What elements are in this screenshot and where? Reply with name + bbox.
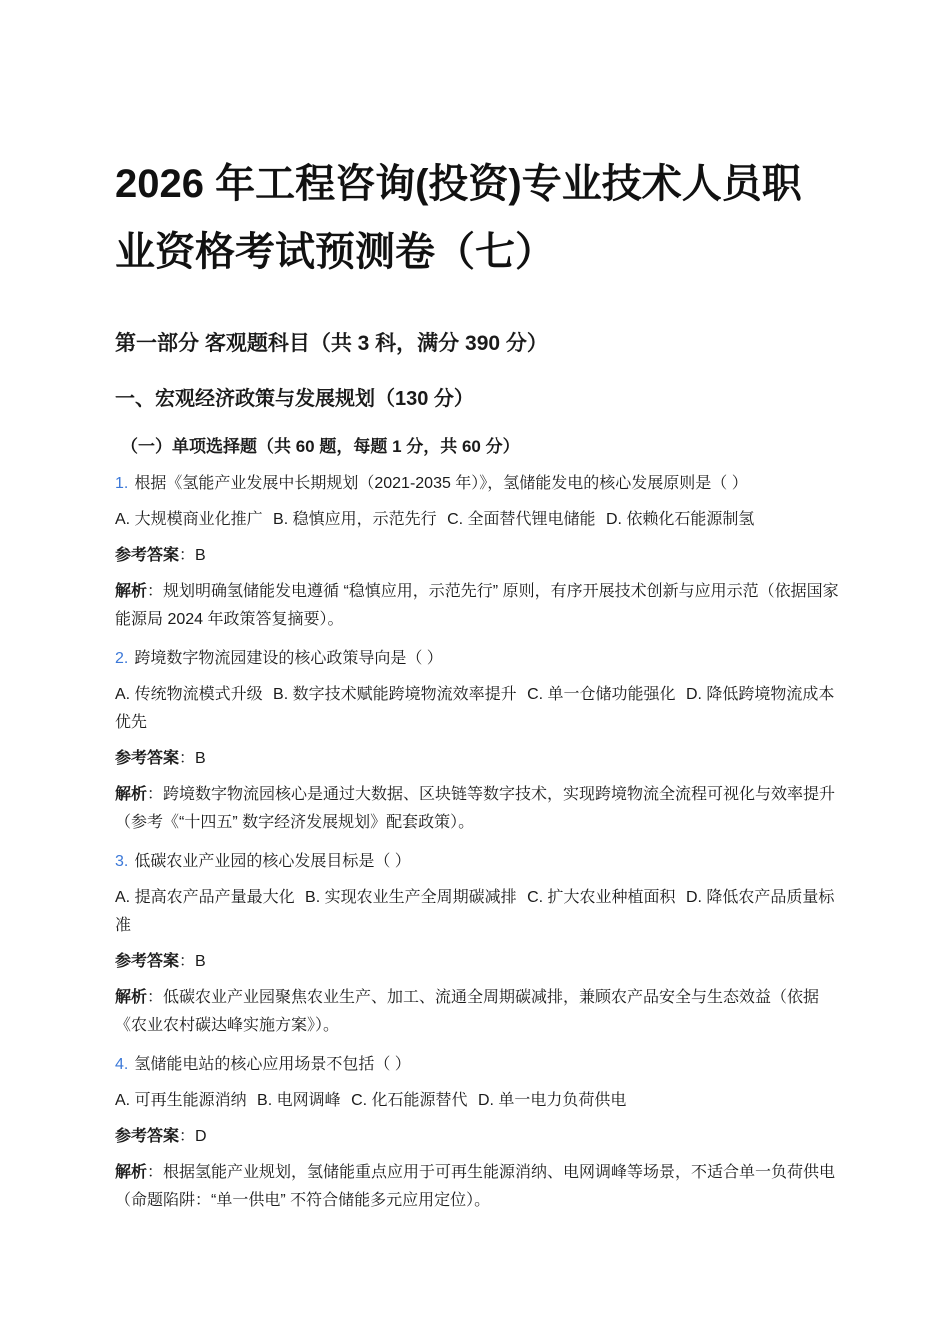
subsection-title: （一）单项选择题（共 60 题，每题 1 分，共 60 分） [121, 437, 520, 456]
answer-line [115, 948, 840, 976]
analysis-line [115, 781, 840, 837]
question-number: 2. [115, 650, 129, 667]
analysis-label: 解析 [115, 1164, 148, 1181]
answer-value: D [195, 1128, 207, 1145]
option-b: B. 电网调峰 [257, 1092, 341, 1109]
option-c: C. 单一仓储功能强化 [527, 686, 676, 703]
section-title: 一、宏观经济政策与发展规划（130 分） [115, 388, 474, 410]
analysis-text: 低碳农业产业园聚焦农业生产、加工、流通全周期碳减排，兼顾农产品安全与生态效益（依据《农业农村碳达峰实施方案》）。 [115, 989, 820, 1034]
analysis-label: 解析 [115, 786, 148, 803]
document-title: 2026 年工程咨询(投资)专业技术人员职业资格考试预测卷（七） [115, 162, 802, 274]
option-b: B. 稳慎应用，示范先行 [273, 511, 437, 528]
analysis-line [115, 1159, 840, 1215]
answer-label: 参考答案 [115, 547, 180, 564]
option-d: D. 降低农产品质量标准 [115, 889, 835, 934]
option-c: C. 化石能源替代 [351, 1092, 468, 1109]
option-b: B. 数字技术赋能跨境物流效率提升 [273, 686, 517, 703]
answer-value: B [195, 547, 206, 564]
answer-value: B [195, 953, 206, 970]
option-d: D. 依赖化石能源制氢 [605, 511, 755, 528]
answer-label: 参考答案 [115, 953, 180, 970]
label-separator: ： [179, 547, 196, 564]
question-2 [115, 645, 840, 837]
document-page [115, 150, 840, 1215]
analysis-label: 解析 [115, 583, 148, 600]
option-a: A. 提高农产品产量最大化 [115, 889, 295, 906]
question-text: 根据《氢能产业发展中长期规划（2021-2035 年）》，氢储能发电的核心发展原则是（ ） [134, 475, 748, 492]
label-separator: ： [179, 953, 196, 970]
label-separator: ： [147, 786, 164, 803]
option-d: D. 降低跨境物流成本优先 [115, 686, 835, 731]
analysis-label: 解析 [115, 989, 148, 1006]
answer-line [115, 1123, 840, 1151]
question-1 [115, 470, 840, 634]
analysis-text: 跨境数字物流园核心是通过大数据、区块链等数字技术，实现跨境物流全流程可视化与效率提升（参考《“十四五” 数字经济发展规划》配套政策）。 [115, 786, 836, 831]
question-number: 3. [115, 853, 129, 870]
option-b: B. 实现农业生产全周期碳减排 [305, 889, 517, 906]
question-options [115, 1087, 840, 1115]
question-stem [115, 645, 840, 673]
question-options [115, 884, 840, 940]
label-separator: ： [179, 750, 196, 767]
label-separator: ： [147, 583, 164, 600]
analysis-line [115, 984, 840, 1040]
answer-label: 参考答案 [115, 750, 180, 767]
question-stem [115, 1051, 840, 1079]
part-title: 第一部分 客观题科目（共 3 科，满分 390 分） [115, 332, 548, 355]
label-separator: ： [147, 1164, 164, 1181]
analysis-text: 规划明确氢储能发电遵循 “稳慎应用，示范先行” 原则，有序开展技术创新与应用示范（依据国家能源局 2024 年政策答复摘要）。 [115, 583, 839, 628]
option-a: A. 大规模商业化推广 [115, 511, 263, 528]
analysis-text: 根据氢能产业规划，氢储能重点应用于可再生能源消纳、电网调峰等场景，不适合单一负荷供电（命题陷阱：“单一供电” 不符合储能多元应用定位）。 [115, 1164, 836, 1209]
option-c: C. 扩大农业种植面积 [527, 889, 676, 906]
question-text: 跨境数字物流园建设的核心政策导向是（ ） [134, 650, 443, 667]
answer-label: 参考答案 [115, 1128, 180, 1145]
option-c: C. 全面替代锂电储能 [447, 511, 596, 528]
question-stem [115, 470, 840, 498]
question-number: 1. [115, 475, 129, 492]
question-stem [115, 848, 840, 876]
label-separator: ： [179, 1128, 196, 1145]
analysis-line [115, 578, 840, 634]
answer-line [115, 745, 840, 773]
option-d: D. 单一电力负荷供电 [477, 1092, 627, 1109]
question-3 [115, 848, 840, 1040]
question-4 [115, 1051, 840, 1215]
question-number: 4. [115, 1056, 129, 1073]
option-a: A. 可再生能源消纳 [115, 1092, 247, 1109]
question-options [115, 506, 840, 534]
question-text: 氢储能电站的核心应用场景不包括（ ） [134, 1056, 411, 1073]
question-options [115, 681, 840, 737]
answer-value: B [195, 750, 206, 767]
label-separator: ： [147, 989, 164, 1006]
answer-line [115, 542, 840, 570]
option-a: A. 传统物流模式升级 [115, 686, 263, 703]
question-text: 低碳农业产业园的核心发展目标是（ ） [134, 853, 411, 870]
